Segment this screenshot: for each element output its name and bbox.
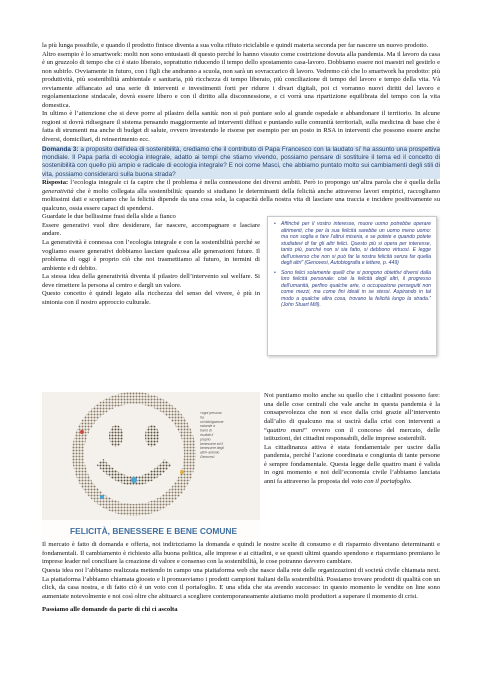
voto-term: voto con il portafoglio: [351, 477, 411, 485]
right-paragraph-2: La cittadinanza attiva è stata fondamentale per uscire dalla pandemia, perché l’azione coordinata e congiunta di tante persone è sempre fondamentale. Questa legge delle quattro mani è valida in ogni momento e noi dell’economia civile l’abbiamo lanciata anni fa attraverso la proposta del voto con il portafoglio.: [264, 443, 440, 485]
right-eye: [145, 425, 159, 447]
left-eye: [109, 425, 123, 447]
left-paragraph-1: Guardate le due bellissime frasi della slide a fianco: [42, 213, 176, 221]
left-paragraph-3: La generatività è connessa con l’ecologia integrale e con la sostenibilità perché se vogliamo essere generativi dobbiamo lasciare qualcosa alle generazioni future. Il problema di oggi è proprio ciò che noi trasmettiamo al futuro, in termini di ambiente e di debito.: [42, 239, 260, 272]
image-caption: FELICITÀ, BENESSERE E BENE COMUNE: [70, 526, 238, 537]
closing-paragraph-2: Questa idea noi l’abbiamo realizzata mettendo in campo una piattaforma web che nasce dalla rete delle organizzazioni di società civile chiamata next. La piattaforma l’abbiamo chiamata gioosto e li promuoviamo i prodotti campioni italiani della sostenibilità. Possiamo trovare prodotti di qualità con un click, da casa nostra, e di fatto ciò è un voto con il portafoglio. E una sfida che sta avendo successo: in questo momento le vendite on line sono aumentate notevolmente e noi così oltre che abituarci a scegliere contemporaneamente aiutiamo molti produttori a superare il momento di crisi.: [42, 567, 440, 600]
quote-slide: [267, 216, 437, 356]
question-3-block: [42, 146, 440, 180]
document-page: [42, 42, 440, 615]
quote-1: [274, 221, 431, 267]
answer: [42, 179, 440, 213]
generativita-term: generatività: [42, 187, 74, 195]
final-heading: Passiamo alle domande da parte di chi ci ascolta: [42, 606, 178, 614]
left-column: [42, 213, 260, 307]
slide-section: [42, 213, 440, 389]
left-paragraph-5: Questo concetto è quindi legato alla ricchezza del senso del vivere, è più in sintonia con il nostro approccio culturale.: [42, 290, 260, 306]
quote-2: [274, 269, 431, 309]
closing-paragraph-1: Il mercato è fatto di domanda e offerta, noi indirizziamo la domanda e quindi le nostre scelte di consumo e di risparmio diventano determinanti e fondamentali. Il cambiamento è richiesto alla buona politica, alle imprese e ai cittadini, e se questi ultimi quando spendono e risparmiano premiano le imprese leader nel conciliare la creazione di valore e consenso con la sostenibilità, le cose potranno davvero cambiare.: [42, 541, 440, 566]
bullet-icon: •: [274, 221, 276, 228]
smiley-crowd-image: [42, 392, 260, 540]
side-caption: «ogni persona ha un’obbligazione naturale a trarre di risultati il proprio benessere ed il benessere degli altri» antonio Genovesi: [200, 411, 224, 460]
smiley-crowd-illustration: [42, 392, 260, 540]
bullet-icon: •: [274, 269, 276, 276]
quote-2-text: Sono felici solamente quelli che si pongono obiettivi diversi dalla loro felicità personale: cioè la felicità degli altri, il progresso dell’umanità, perfino qualche arte, o occupazione perseguiti non come mezzi, ma come fini ideali in se stessi. Aspirando in tal modo a qualche altra cosa, trovano la felicità lungo la strada.” (John Stuart Mill).: [281, 269, 431, 309]
left-paragraph-2: Essere generativi vuol dire desiderare, far nascere, accompagnare e lasciare andare.: [42, 221, 260, 238]
intro-paragraph-1: la più lunga possibile, e quando il prodotto finisce diventa a sua volta rifiuto riciclabile e quindi materia seconda per far nascere un nuovo prodotto.: [42, 42, 429, 49]
answer-text: l’ecologia integrale ci fa capire che il problema è nella connessione dei diversi ambiti. Però io propongo un’altra parola che è quella della generatività che è molto collegata alla sostenibilità: quando si studiano le determinanti della felicità anche attraverso lavori empirici, raccogliamo moltissimi dati e scopriamo che la felicità dipende da una cosa sola, la capacità della nostra vita di lasciare una traccia e incidere positivamente su qualcuno, ossia essere capaci di spendersi.: [42, 179, 440, 212]
answer-label: Risposta:: [42, 179, 69, 187]
question-3: [42, 146, 440, 180]
right-paragraph-1: Noi puntiamo molto anche su quello che i cittadini possono fare: una delle cose centrali che vale anche in questa pandemia è la consapevolezza che non si esce dalla crisi grazie all’intervento dall’alto di qualcuno ma si uscirà dalla crisi con interventi a “quattro mani” ovvero con il concorso del mercato, delle istituzioni, dei cittadini responsabili, delle imprese sostenibili.: [264, 392, 440, 443]
intro-paragraph-3: In ultimo è l’attenzione che si deve porre al pilastro della sanità: non si può puntare solo al grande ospedale e abbandonare il territorio. In alcune regioni si dovrà ridisegnare il sistema pensando maggiormente ad interventi diffusi e puntando sulle comunità territoriali, sulla medicina di base che è fatta di strumenti ma anche di budget di salute, ovvero investendo le risorse per esempio per un posto in RSA in interventi che possono essere anche diversi, domiciliari, di reinserimento ecc.: [42, 110, 440, 144]
intro-paragraph-2: Altro esempio è lo smartwork: molti non sono entusiasti di questo perché lo hanno vissuto come costrizione dovuta alla pandemia. Ma il lavoro da casa è un gruzzolo di tempo che ci è stato liberato, soprattutto riducendo il tempo dello spostamento casa-lavoro. Dobbiamo essere noi maestri nel gestirlo e non subirlo. Ovviamente in futuro, con i figli che andranno a scuola, non sarà un sovraccarico di lavoro. Vedremo ciò che lo smartwork ha prodotto: più produttività, più sostenibilità ambientale e sanitaria, più ricchezza di tempo liberato, più conciliazione di tempo del lavoro e tempo della vita. Và ovviamente affiancato ad una serie di interventi e investimenti forti per ridurre i divari digitali, poi ci vorranno nuovi diritti del lavoro e regolamentazione sindacale, dovrà essere libero e con il diritto alla disconnessione, e ci vorrà una ripartizione equilibrata del tempo con la vita domestica.: [42, 50, 440, 109]
image-section: [42, 392, 440, 541]
question-3-text: a proposito dell’idea di sostenibilità, crediamo che il contributo di Papa Francesco con la laudato si’ ha assunto una prospettiva mondiale. Il Papa parla di ecologia integrale, adatto ai tempi che stiamo vivendo, possiamo pensare di sostituire il tema ed il concetto di sostenibilità con quello più ampio e radicale di ecologia integrale? E noi come Masci, che abbiamo puntato molto sui cambiamenti degli stili di vita, possiamo considerarci sulla buona strada?: [42, 145, 440, 178]
right-column: [264, 392, 440, 486]
quote-1-text: Affinché per il vostro interesse, muore uomo potrebbe operare altrimenti, che per la sua felicità sarebbe un uomo meno uomo: ma non soglia e fare l’altrui miseria, e se potete e quando potete studiatevi di far gli altri felici. Questo più si opera per interesse, tanto più, purché non si sia fatto, si debbono virtuosi. E legge dell’universo che non si può far la nostra felicità senza far quella degli altri” (Genovesi, Autobiografia e lettere, p. 449): [281, 221, 431, 267]
quattro-mani-term: quattro mani: [266, 426, 304, 434]
left-paragraph-4: La stessa idea della generatività diventa il pilastro dell’intervento sul welfare. Si deve rimettere la persona al centro e dargli un valore.: [42, 273, 260, 289]
question-3-label: Domanda 3:: [42, 145, 79, 153]
